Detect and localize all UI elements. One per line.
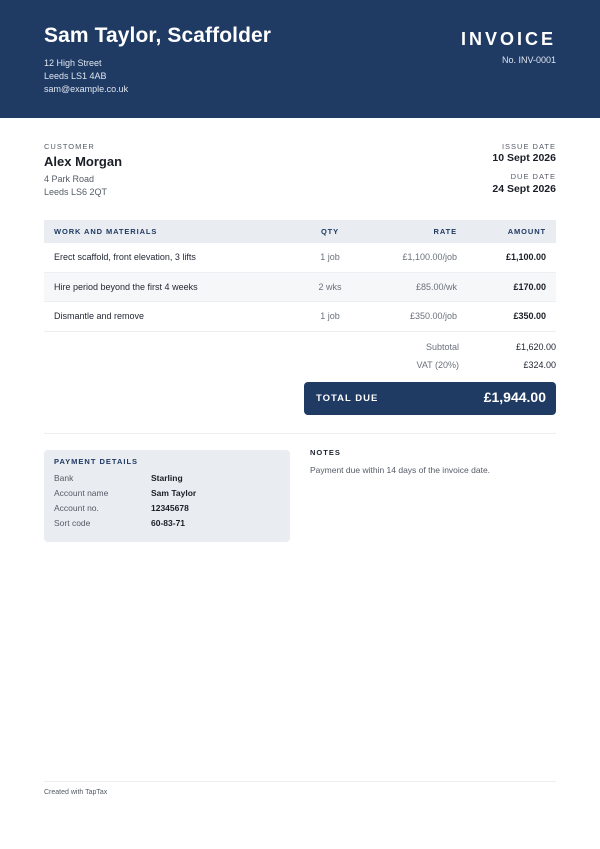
payment-value: 12345678 (151, 503, 189, 513)
customer-address (44, 173, 107, 199)
payment-value: 60-83-71 (151, 518, 186, 528)
vat-value: £324.00 (523, 360, 556, 370)
column-header-amount: AMOUNT (507, 227, 546, 236)
issue-date-label: ISSUE DATE (501, 142, 556, 151)
issue-date: 10 Sept 2026 (492, 152, 556, 164)
customer-address-line: Leeds LS6 2QT (44, 187, 108, 197)
subtotal-value: £1,620.00 (515, 342, 556, 352)
due-date: 24 Sept 2026 (492, 183, 556, 195)
table-row (44, 302, 556, 332)
business-address (44, 57, 128, 96)
footer-divider (44, 781, 556, 782)
notes-text: Payment due within 14 days of the invoice date. (310, 465, 491, 475)
item-qty: 1 job (320, 252, 340, 262)
item-qty: 1 job (320, 311, 340, 321)
business-address-line: 12 High Street (44, 58, 102, 68)
subtotal-label: Subtotal (425, 342, 459, 352)
item-qty: 2 wks (318, 281, 342, 292)
invoice-header (0, 0, 600, 118)
business-name: Sam Taylor, Scaffolder (44, 24, 272, 47)
total-due-label: TOTAL DUE (316, 393, 379, 404)
business-email: sam@example.co.uk (44, 84, 129, 94)
customer-address-line: 4 Park Road (44, 174, 95, 184)
table-row (44, 273, 556, 303)
invoice-title: INVOICE (460, 29, 556, 49)
payment-details-box (44, 450, 290, 542)
table-header (44, 220, 556, 243)
item-amount: £1,100.00 (505, 252, 546, 262)
payment-value: Starling (151, 473, 183, 483)
item-rate: £350.00/job (409, 311, 457, 321)
payment-key: Sort code (54, 518, 91, 528)
payment-value: Sam Taylor (151, 488, 197, 498)
payment-details-title: PAYMENT DETAILS (54, 457, 139, 466)
item-amount: £350.00 (513, 311, 546, 321)
total-due-bar (304, 382, 556, 415)
column-header-qty: QTY (320, 227, 340, 236)
item-rate: £1,100.00/job (402, 252, 457, 262)
customer-name: Alex Morgan (44, 154, 123, 169)
total-due-value: £1,944.00 (483, 389, 546, 405)
payment-key: Bank (54, 473, 74, 483)
due-date-label: DUE DATE (510, 172, 556, 181)
payment-key: Account no. (54, 503, 99, 513)
item-rate: £85.00/wk (415, 281, 457, 292)
column-header-rate: RATE (433, 227, 457, 236)
item-description: Erect scaffold, front elevation, 3 lifts (54, 252, 196, 262)
column-header-description: WORK AND MATERIALS (54, 227, 158, 236)
item-amount: £170.00 (513, 281, 546, 292)
item-description: Hire period beyond the first 4 weeks (54, 281, 198, 292)
vat-label: VAT (20%) (416, 360, 459, 370)
footer-credit: Created with TapTax (44, 789, 108, 796)
customer-label: CUSTOMER (44, 142, 95, 151)
payment-key: Account name (54, 488, 109, 498)
section-divider (44, 433, 556, 434)
business-address-line: Leeds LS1 4AB (44, 71, 107, 81)
table-row (44, 243, 556, 273)
item-description: Dismantle and remove (54, 311, 145, 321)
line-items-table (44, 220, 556, 332)
notes-title: NOTES (310, 448, 341, 457)
invoice-number: No. INV-0001 (501, 55, 556, 65)
